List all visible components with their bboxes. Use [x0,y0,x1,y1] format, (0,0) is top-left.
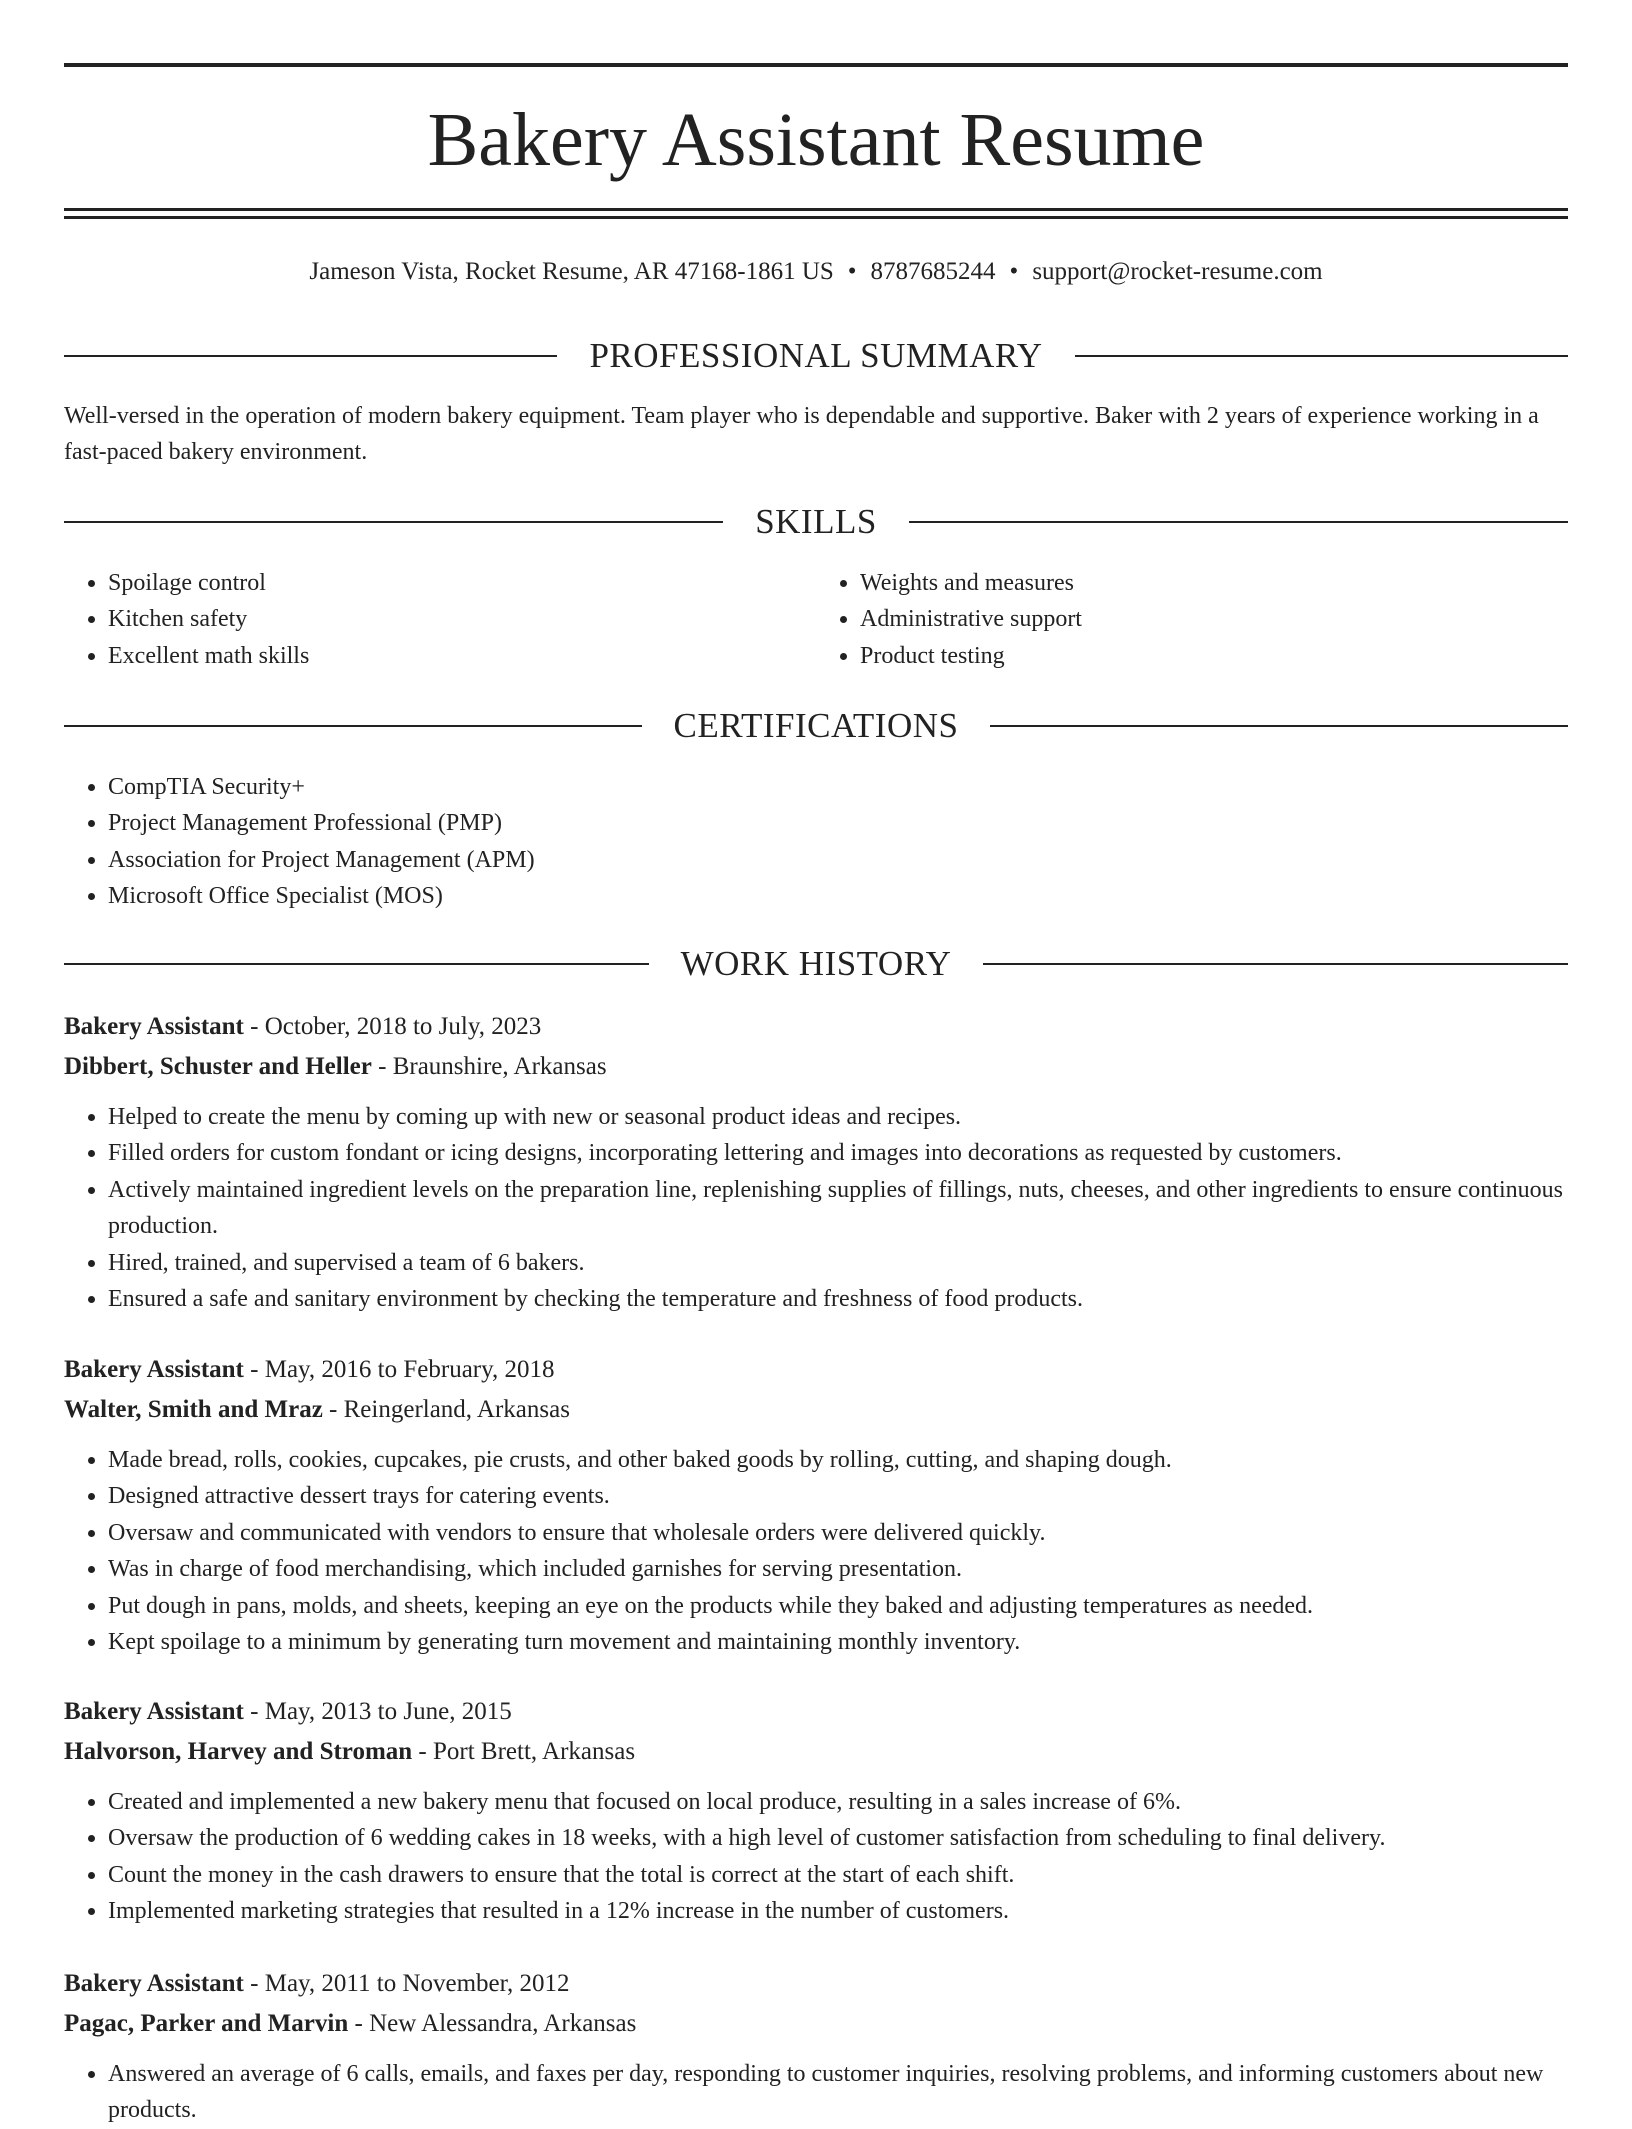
heading-rule [64,963,649,965]
list-item: • Spoilage control [108,565,816,601]
list-item: • Answered an average of 6 calls, emails, and faxes per day, responding to customer inquiries, resolving problems, and informing customers about new products. [108,2056,1568,2129]
skills-column-right [816,565,1568,674]
job-company-line: Walter, Smith and Mraz - Reingerland, Arkansas [64,1396,570,1423]
job-company: Halvorson, Harvey and Stroman [64,1738,413,1765]
summary-text: Well-versed in the operation of modern bakery equipment. Team player who is dependable and supportive. Baker with 2 years of experience working in a fast-paced bakery environment. [64,403,1539,465]
certifications-list [64,769,1568,915]
job-dates: May, 2013 to June, 2015 [264,1698,512,1725]
list-item: • Administrative support [860,601,1568,637]
job-location: New Alessandra, Arkansas [369,2010,637,2037]
skills-heading-label: SKILLS [755,502,877,541]
contact-separator: • [1009,258,1019,285]
list-item: • Helped to create the menu by coming up with new or seasonal product ideas and recipes. [108,1099,1568,1135]
contact-separator: • [847,258,857,285]
list-item: • Microsoft Office Specialist (MOS) [108,878,1568,914]
job-dates: May, 2016 to February, 2018 [264,1356,555,1383]
certifications-heading-label: CERTIFICATIONS [673,706,959,745]
job-dates: May, 2011 to November, 2012 [264,1970,570,1997]
job-title-line: Bakery Assistant - October, 2018 to July, 2023 [64,1013,542,1040]
skills-column-left [64,565,816,674]
job-entry [64,1964,1568,2129]
job-location: Port Brett, Arkansas [433,1738,636,1765]
list-item: • Put dough in pans, molds, and sheets, keeping an eye on the products while they baked and adjusting temperatures as needed. [108,1588,1568,1624]
job-location: Reingerland, Arkansas [343,1396,570,1423]
list-item: • Oversaw and communicated with vendors to ensure that wholesale orders were delivered quickly. [108,1515,1568,1551]
list-item: • Designed attractive dessert trays for catering events. [108,1478,1568,1514]
list-item: • Hired, trained, and supervised a team of 6 bakers. [108,1245,1568,1281]
heading-rule [64,521,723,523]
title-rule-bottom [64,216,1568,219]
summary-heading-label: PROFESSIONAL SUMMARY [589,336,1043,375]
job-bullets [64,1784,1568,1930]
certifications-items [64,769,1568,915]
job-title-line: Bakery Assistant - May, 2011 to November, 2012 [64,1970,570,1997]
job-company-line: Dibbert, Schuster and Heller - Braunshire, Arkansas [64,1053,607,1080]
job-company: Walter, Smith and Mraz [64,1396,323,1423]
list-item: • Kitchen safety [108,601,816,637]
contact-email: support@rocket-resume.com [1032,258,1323,285]
list-item: • Actively maintained ingredient levels on the preparation line, replenishing supplies of fillings, nuts, cheeses, and other ingredients to ensure continuous production. [108,1172,1568,1245]
heading-rule [1075,355,1568,357]
list-item: • Oversaw the production of 6 wedding cakes in 18 weeks, with a high level of customer satisfaction from scheduling to final delivery. [108,1820,1568,1856]
job-company: Pagac, Parker and Marvin [64,2010,349,2037]
skills-heading [64,500,1568,544]
job-location: Braunshire, Arkansas [392,1053,607,1080]
job-title: Bakery Assistant [64,1970,244,1997]
heading-rule [990,725,1568,727]
heading-rule [64,725,642,727]
certifications-heading [64,704,1568,748]
job-title-line: Bakery Assistant - May, 2016 to February, 2018 [64,1356,555,1383]
contact-phone: 8787685244 [870,258,996,285]
contact-address: Jameson Vista, Rocket Resume, AR 47168-1861 US [309,258,834,285]
job-company-line: Pagac, Parker and Marvin - New Alessandra, Arkansas [64,2010,637,2037]
top-rule [64,63,1568,67]
job-title: Bakery Assistant [64,1013,244,1040]
job-company: Dibbert, Schuster and Heller [64,1053,372,1080]
list-item: • Ensured a safe and sanitary environment by checking the temperature and freshness of food products. [108,1281,1568,1317]
job-bullets [64,2056,1568,2129]
list-item: • Project Management Professional (PMP) [108,805,1568,841]
list-item: • Made bread, rolls, cookies, cupcakes, pie crusts, and other baked goods by rolling, cutting, and shaping dough. [108,1442,1568,1478]
list-item: • Weights and measures [860,565,1568,601]
summary-heading [64,334,1568,378]
page-title: Bakery Assistant Resume [427,98,1205,182]
list-item: • Was in charge of food merchandising, which included garnishes for serving presentation. [108,1551,1568,1587]
list-item: • Association for Project Management (APM) [108,842,1568,878]
job-title: Bakery Assistant [64,1356,244,1383]
job-entry [64,1007,1568,1317]
list-item: • CompTIA Security+ [108,769,1568,805]
skills-list [64,565,1568,674]
list-item: • Count the money in the cash drawers to ensure that the total is correct at the start of each shift. [108,1857,1568,1893]
work-history-heading [64,942,1568,986]
contact-line [64,252,1568,292]
heading-rule [909,521,1568,523]
job-title: Bakery Assistant [64,1698,244,1725]
job-entry [64,1692,1568,1930]
job-company-line: Halvorson, Harvey and Stroman - Port Brett, Arkansas [64,1738,636,1765]
job-bullets [64,1099,1568,1317]
list-item: • Product testing [860,638,1568,674]
list-item: • Implemented marketing strategies that resulted in a 12% increase in the number of customers. [108,1893,1568,1929]
list-item: • Created and implemented a new bakery menu that focused on local produce, resulting in a sales increase of 6%. [108,1784,1568,1820]
job-bullets [64,1442,1568,1660]
list-item: • Kept spoilage to a minimum by generating turn movement and maintaining monthly inventory. [108,1624,1568,1660]
job-title-line: Bakery Assistant - May, 2013 to June, 2015 [64,1698,512,1725]
list-item: • Excellent math skills [108,638,816,674]
job-dates: October, 2018 to July, 2023 [264,1013,542,1040]
heading-rule [64,355,557,357]
list-item: • Filled orders for custom fondant or icing designs, incorporating lettering and images into decorations as requested by customers. [108,1135,1568,1171]
heading-rule [983,963,1568,965]
work-history-heading-label: WORK HISTORY [680,944,952,983]
title-rule-top [64,208,1568,211]
job-entry [64,1350,1568,1660]
